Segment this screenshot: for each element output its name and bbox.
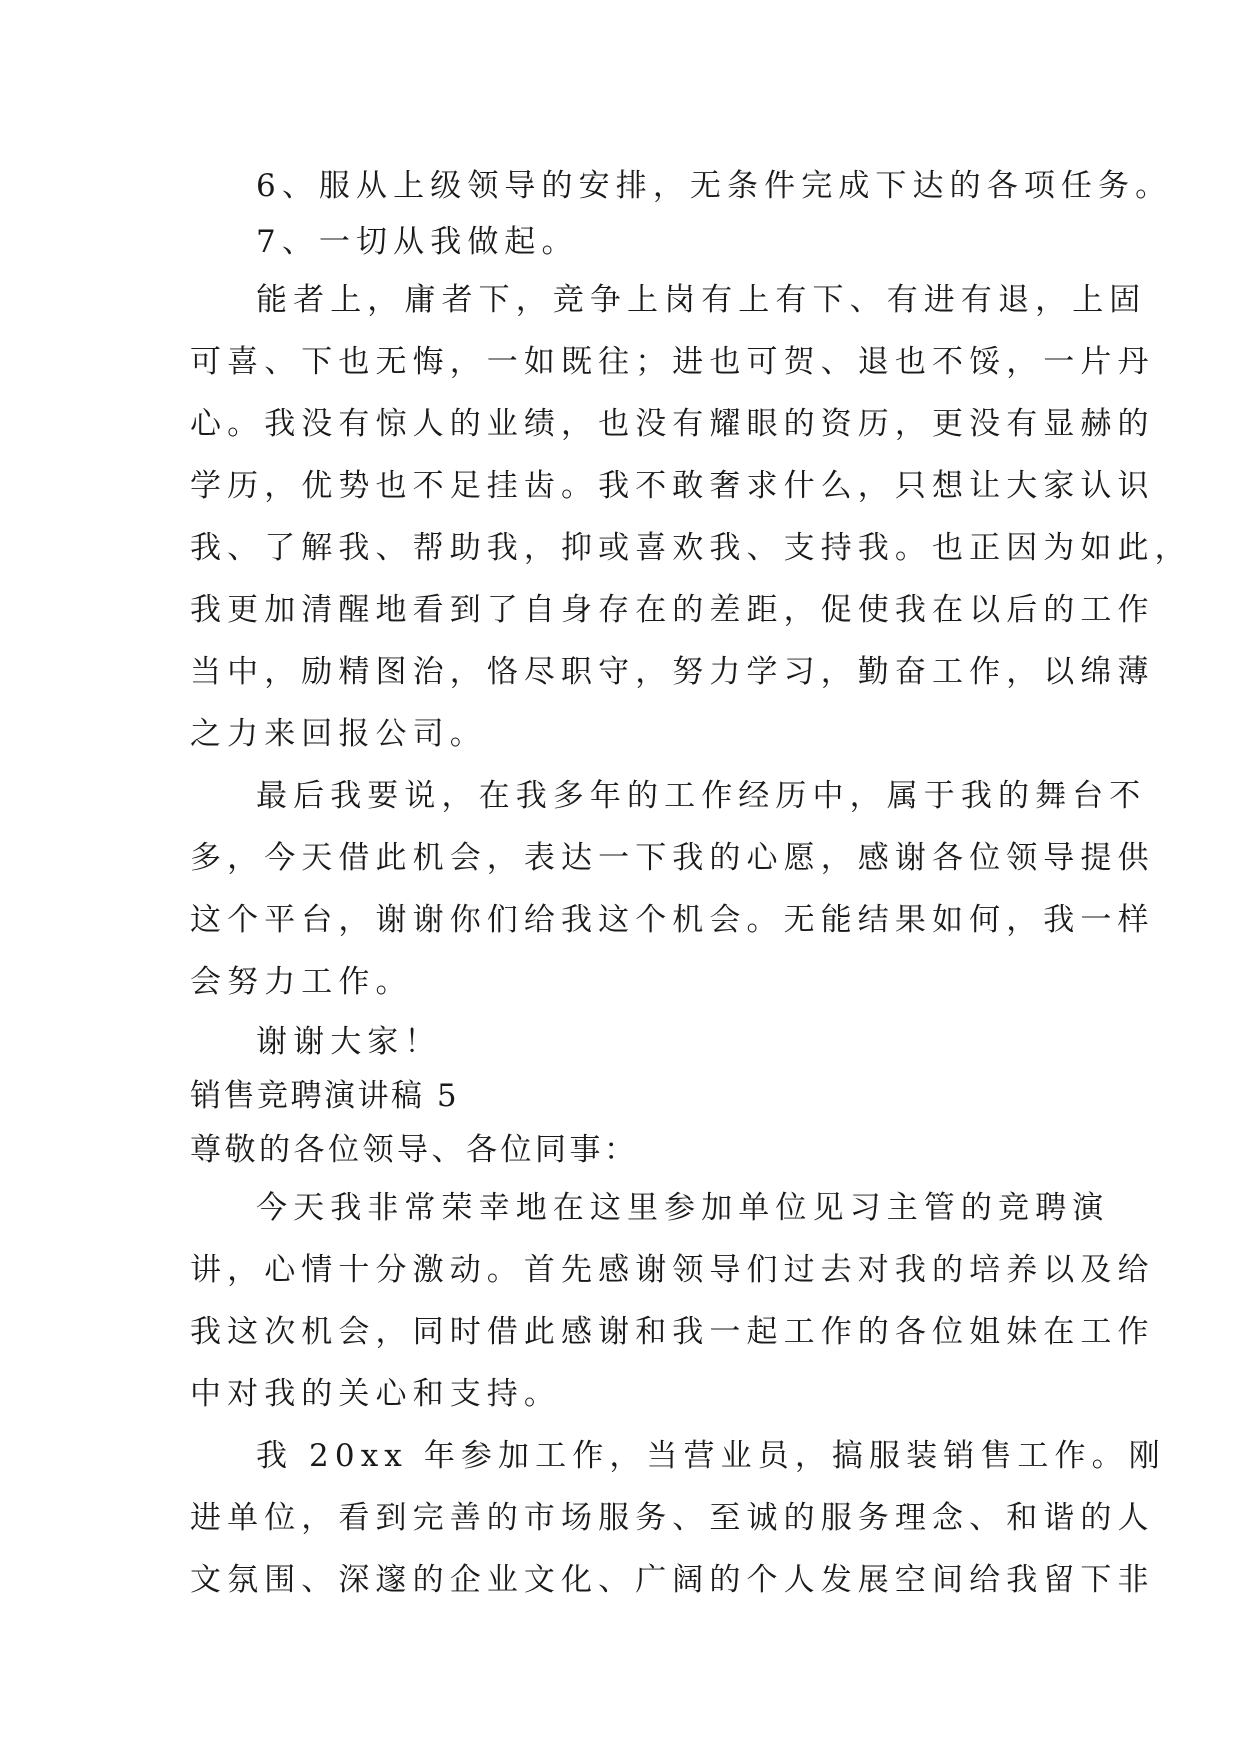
section-heading: 销售竞聘演讲稿 5 bbox=[190, 1078, 460, 1114]
text-line: 多，今天借此机会，表达一下我的心愿，感谢各位领导提供 bbox=[190, 840, 1155, 876]
text-line: 进单位，看到完善的市场服务、至诚的服务理念、和谐的人 bbox=[190, 1500, 1155, 1536]
text-line: 6、服从上级领导的安排，无条件完成下达的各项任务。 bbox=[256, 168, 1173, 204]
text-line: 我这次机会，同时借此感谢和我一起工作的各位姐妹在工作 bbox=[190, 1314, 1155, 1350]
closing-line: 谢谢大家！ bbox=[256, 1024, 442, 1060]
salutation: 尊敬的各位领导、各位同事： bbox=[190, 1132, 639, 1168]
text-line: 今天我非常荣幸地在这里参加单位见习主管的竞聘演 bbox=[256, 1190, 1110, 1226]
text-line: 能者上，庸者下，竞争上岗有上有下、有进有退，上固 bbox=[256, 282, 1147, 318]
text-line: 当中，励精图治，恪尽职守，努力学习，勤奋工作，以绵薄 bbox=[190, 654, 1155, 690]
text-line: 心。我没有惊人的业绩，也没有耀眼的资历，更没有显赫的 bbox=[190, 406, 1155, 442]
text-line: 我、了解我、帮助我，抑或喜欢我、支持我。也正因为如此， bbox=[190, 530, 1192, 566]
text-line: 讲，心情十分激动。首先感谢领导们过去对我的培养以及给 bbox=[190, 1252, 1155, 1288]
text-line: 之力来回报公司。 bbox=[190, 716, 487, 752]
text-line: 学历，优势也不足挂齿。我不敢奢求什么，只想让大家认识 bbox=[190, 468, 1155, 504]
text-line: 这个平台，谢谢你们给我这个机会。无能结果如何，我一样 bbox=[190, 902, 1155, 938]
text-line: 我更加清醒地看到了自身存在的差距，促使我在以后的工作 bbox=[190, 592, 1155, 628]
text-line: 会努力工作。 bbox=[190, 964, 413, 1000]
text-line: 我 20xx 年参加工作，当营业员，搞服装销售工作。刚 bbox=[256, 1438, 1166, 1474]
text-line: 可喜、下也无悔，一如既往；进也可贺、退也不馁，一片丹 bbox=[190, 344, 1155, 380]
text-line: 最后我要说，在我多年的工作经历中，属于我的舞台不 bbox=[256, 778, 1147, 814]
text-line: 中对我的关心和支持。 bbox=[190, 1376, 561, 1412]
text-line: 文氛围、深邃的企业文化、广阔的个人发展空间给我留下非 bbox=[190, 1562, 1155, 1598]
text-line: 7、一切从我做起。 bbox=[256, 224, 579, 260]
